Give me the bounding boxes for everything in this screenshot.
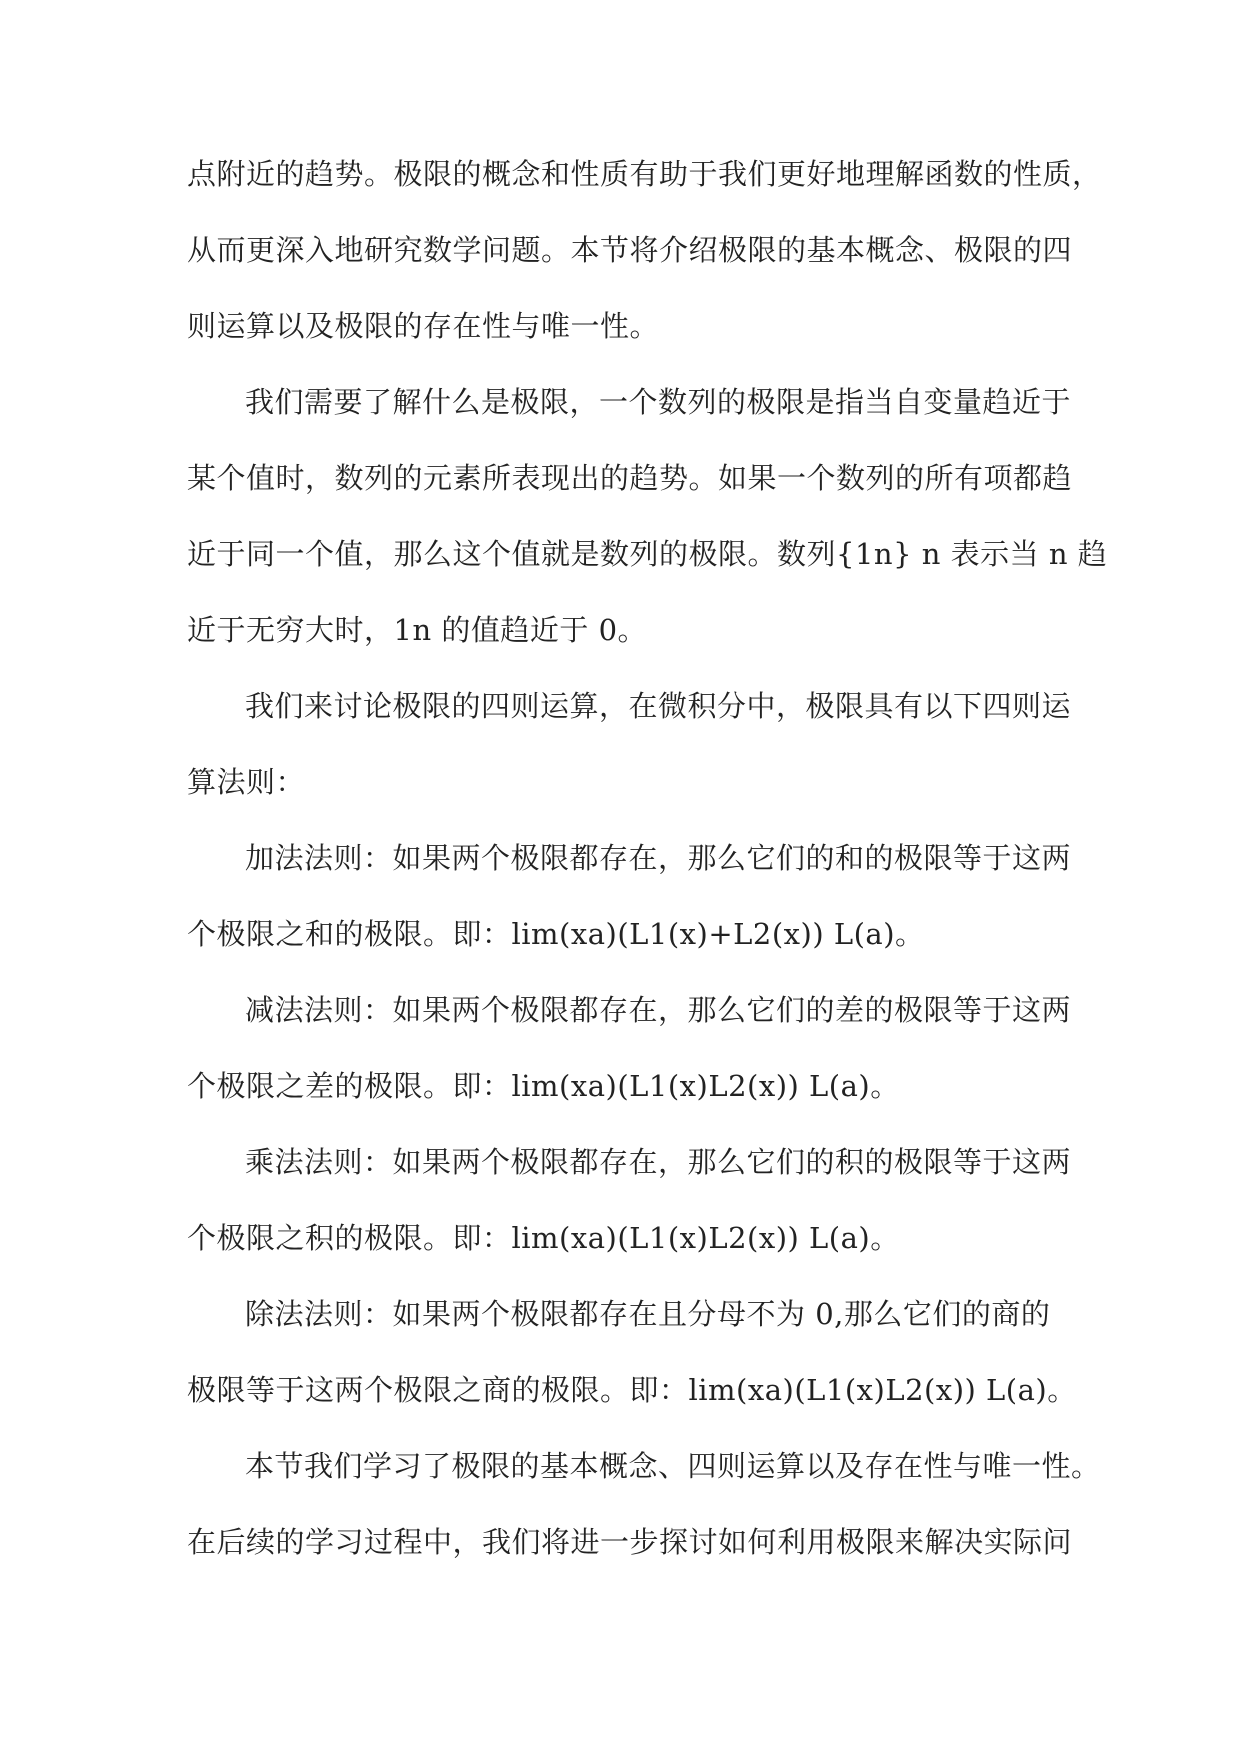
addition-rule-line: 加法法则：如果两个极限都存在，那么它们的和的极限等于这两 — [245, 841, 1072, 875]
multiplication-rule-formula-line: 个极限之积的极限。即：lim(xa)(L1(x)L2(x)) L(a)。 — [187, 1221, 900, 1255]
text-line: 某个值时，数列的元素所表现出的趋势。如果一个数列的所有项都趋 — [187, 461, 1073, 495]
text-line: 算法则： — [187, 765, 306, 799]
text-line: 近于无穷大时，1n 的值趋近于 0。 — [187, 613, 648, 647]
addition-rule-formula-line: 个极限之和的极限。即：lim(xa)(L1(x)+L2(x)) L(a)。 — [187, 917, 925, 951]
text-line: 从而更深入地研究数学问题。本节将介绍极限的基本概念、极限的四 — [187, 233, 1073, 267]
text-line: 点附近的趋势。极限的概念和性质有助于我们更好地理解函数的性质， — [187, 157, 1102, 191]
division-rule-line: 除法法则：如果两个极限都存在且分母不为 0,那么它们的商的 — [245, 1297, 1051, 1331]
text-line: 在后续的学习过程中，我们将进一步探讨如何利用极限来解决实际问 — [187, 1525, 1073, 1559]
division-rule-formula-line: 极限等于这两个极限之商的极限。即：lim(xa)(L1(x)L2(x)) L(a)。 — [187, 1373, 1077, 1407]
summary-line: 本节我们学习了极限的基本概念、四则运算以及存在性与唯一性。 — [245, 1449, 1101, 1483]
paragraph-start-line: 我们来讨论极限的四则运算，在微积分中，极限具有以下四则运 — [245, 689, 1072, 723]
paragraph-start-line: 我们需要了解什么是极限，一个数列的极限是指当自变量趋近于 — [245, 385, 1072, 419]
text-line: 近于同一个值，那么这个值就是数列的极限。数列{1n} n 表示当 n 趋 — [187, 537, 1108, 571]
text-line: 则运算以及极限的存在性与唯一性。 — [187, 309, 660, 343]
subtraction-rule-formula-line: 个极限之差的极限。即：lim(xa)(L1(x)L2(x)) L(a)。 — [187, 1069, 900, 1103]
subtraction-rule-line: 减法法则：如果两个极限都存在，那么它们的差的极限等于这两 — [245, 993, 1072, 1027]
body-text — [187, 136, 1108, 1580]
multiplication-rule-line: 乘法法则：如果两个极限都存在，那么它们的积的极限等于这两 — [245, 1145, 1072, 1179]
